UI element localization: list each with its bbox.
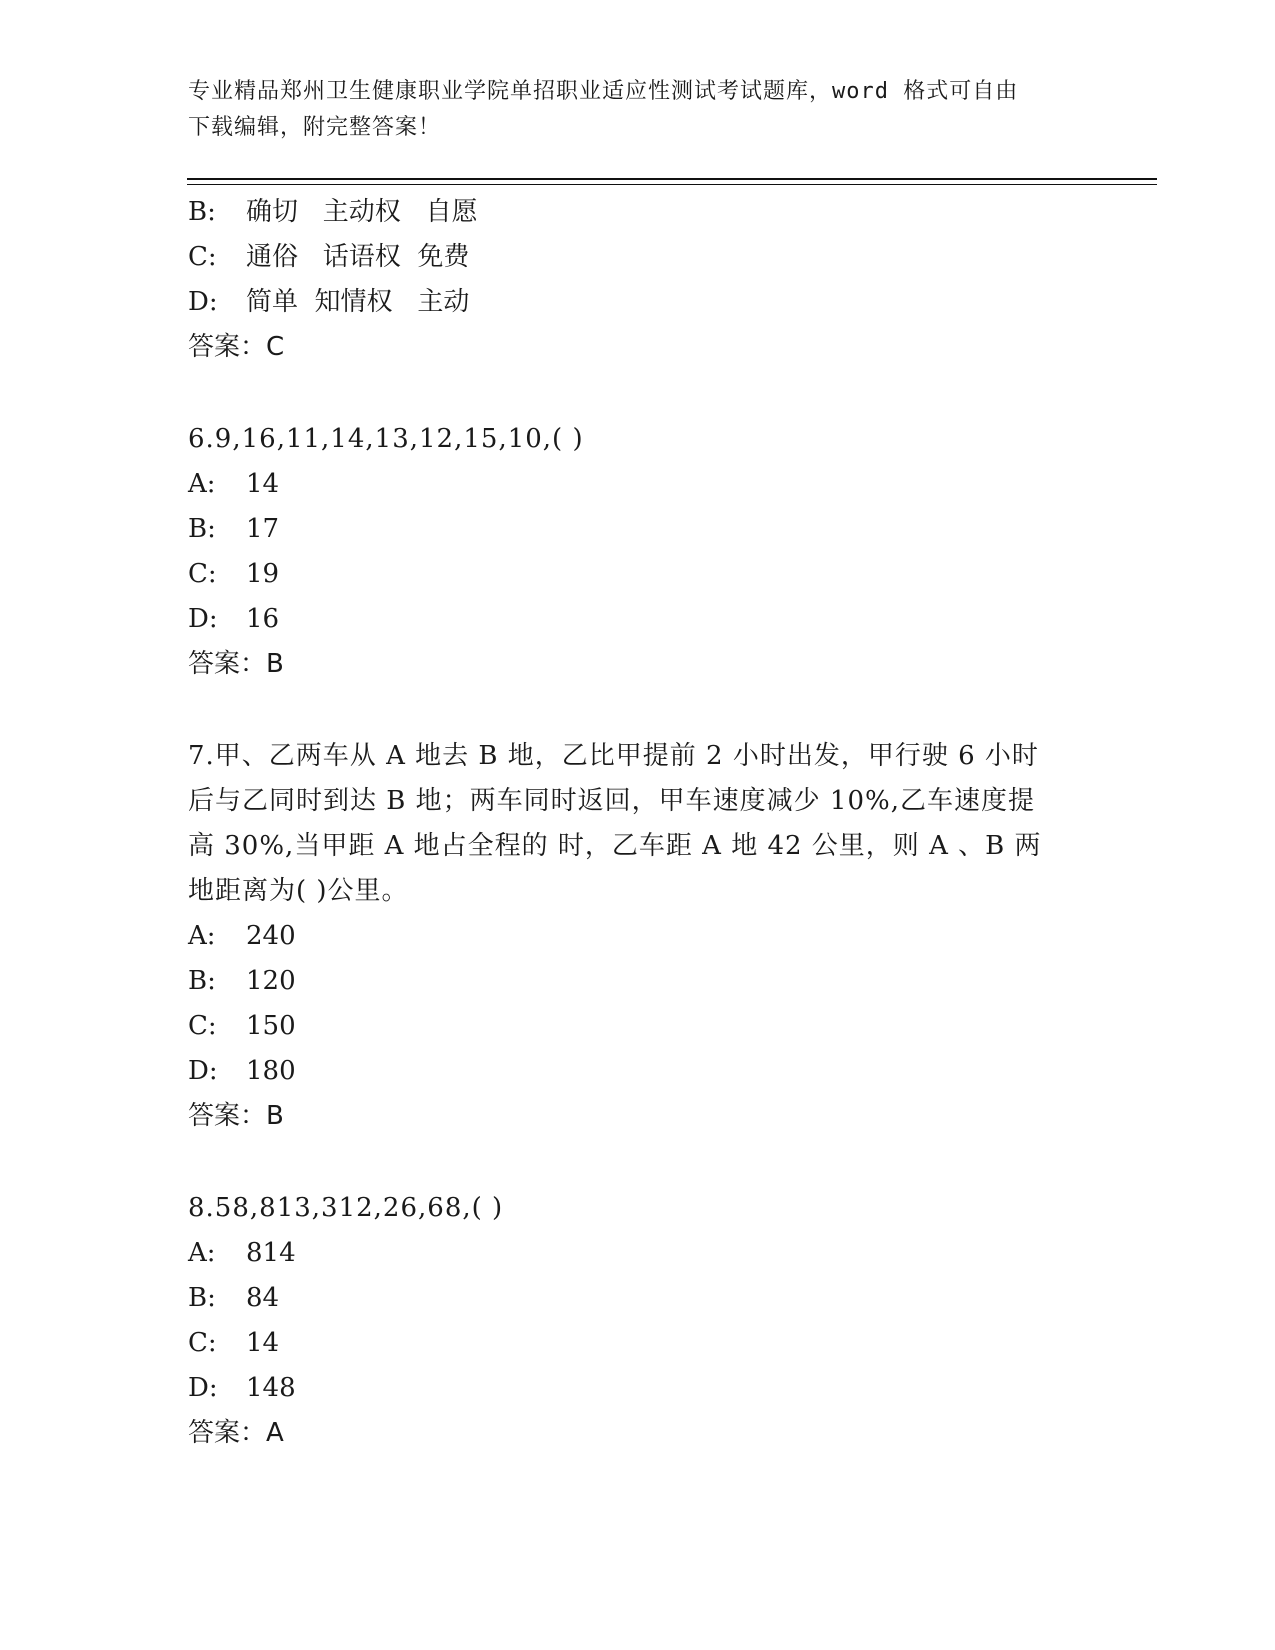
option-text: 通俗 话语权 免费 [246, 242, 470, 272]
option-letter: C: [188, 1011, 217, 1041]
option-letter: D: [188, 1056, 218, 1086]
header-line-2: 下载编辑，附完整答案！ [188, 115, 442, 140]
option-b [188, 507, 1088, 552]
option-text: 84 [246, 1283, 280, 1313]
option-b [188, 1276, 1088, 1321]
question-stem: 8.58,813,312,26,68,( ) [188, 1193, 504, 1223]
option-text: 16 [246, 604, 280, 634]
option-letter: A: [188, 921, 216, 951]
option-text: 14 [246, 1328, 280, 1358]
answer-line: 答案：C [188, 332, 285, 362]
option-text: 19 [246, 559, 280, 589]
option-letter: C: [188, 559, 217, 589]
option-c [188, 1321, 1088, 1366]
option-c [188, 1004, 1088, 1049]
spacer [188, 1139, 1088, 1186]
option-b [188, 190, 1088, 235]
option-a [188, 914, 1088, 959]
option-letter: B: [188, 514, 216, 544]
option-letter: C: [188, 1328, 217, 1358]
option-letter: A: [188, 469, 216, 499]
option-b [188, 959, 1088, 1004]
question-stem-line-1: 7.甲、乙两车从 A 地去 B 地，乙比甲提前 2 小时出发，甲行驶 6 小时 [188, 741, 1039, 771]
question-stem-line-3: 高 30%,当甲距 A 地占全程的 时，乙车距 A 地 42 公里，则 A 、B 两 [188, 831, 1042, 861]
question-stem-line-4: 地距离为( )公里。 [188, 876, 409, 906]
option-text: 148 [246, 1373, 296, 1403]
option-text: 180 [246, 1056, 296, 1086]
option-c [188, 235, 1088, 280]
question-5-tail [188, 190, 1088, 370]
option-a [188, 462, 1088, 507]
option-text: 简单 知情权 主动 [246, 287, 470, 317]
option-letter: B: [188, 966, 216, 996]
option-d [188, 1049, 1088, 1094]
option-text: 17 [246, 514, 280, 544]
option-text: 150 [246, 1011, 296, 1041]
option-text: 240 [246, 921, 296, 951]
option-letter: B: [188, 197, 216, 227]
question-7 [188, 734, 1088, 1139]
question-stem: 6.9,16,11,14,13,12,15,10,( ) [188, 424, 584, 454]
option-d [188, 280, 1088, 325]
question-stem-line-2: 后与乙同时到达 B 地；两车同时返回，甲车速度减少 10%,乙车速度提 [188, 786, 1035, 816]
spacer [188, 687, 1088, 734]
option-letter: A: [188, 1238, 216, 1268]
answer-line: 答案：B [188, 649, 284, 679]
header-divider-thick [187, 178, 1157, 180]
header-line-1: 专业精品郑州卫生健康职业学院单招职业适应性测试考试题库，word 格式可自由 [188, 79, 1019, 104]
question-6 [188, 417, 1088, 687]
option-c [188, 552, 1088, 597]
question-8 [188, 1186, 1088, 1456]
option-a [188, 1231, 1088, 1276]
header-divider-thin [187, 184, 1157, 185]
option-letter: D: [188, 287, 218, 317]
option-letter: D: [188, 604, 218, 634]
option-letter: B: [188, 1283, 216, 1313]
option-text: 14 [246, 469, 280, 499]
option-d [188, 1366, 1088, 1411]
option-text: 814 [246, 1238, 296, 1268]
option-letter: C: [188, 242, 217, 272]
question-content [188, 190, 1088, 1456]
option-d [188, 597, 1088, 642]
option-text: 确切 主动权 自愿 [246, 197, 478, 227]
option-letter: D: [188, 1373, 218, 1403]
document-header [188, 74, 1068, 146]
answer-line: 答案：A [188, 1418, 284, 1448]
answer-line: 答案：B [188, 1101, 284, 1131]
spacer [188, 370, 1088, 417]
option-text: 120 [246, 966, 296, 996]
